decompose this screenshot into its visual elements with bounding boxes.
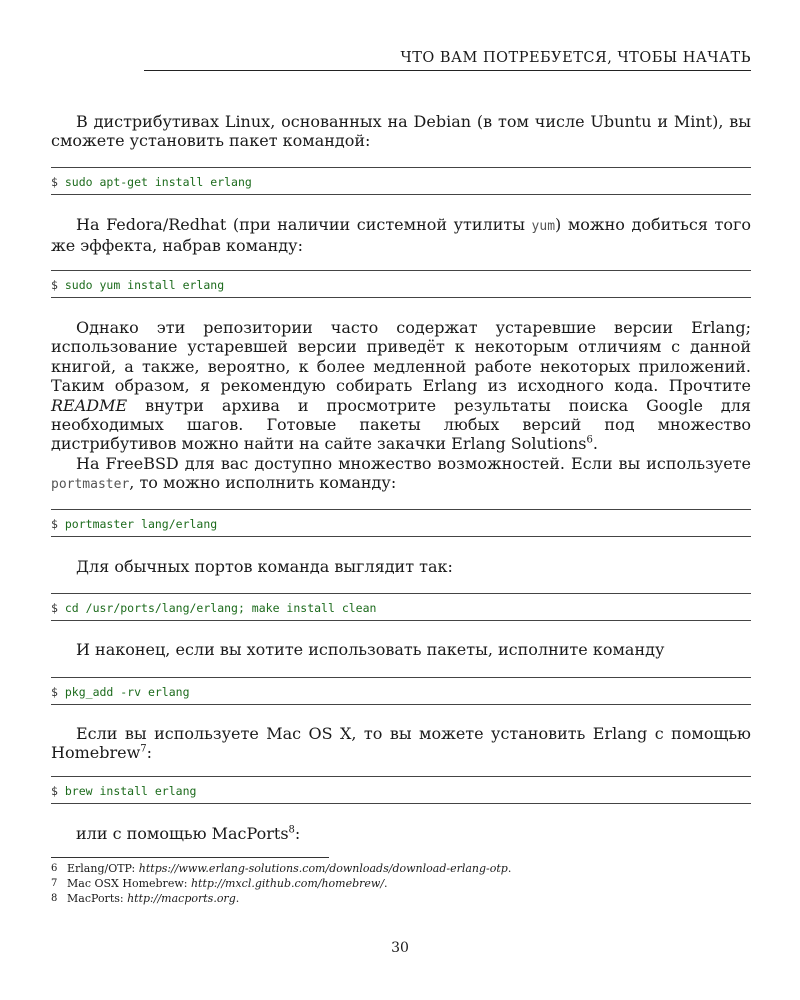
footnote-end: . [507,862,512,875]
footnote-end: . [384,877,388,890]
footnote-label: MacPorts: [67,892,128,905]
paragraph-fedora [51,215,751,256]
footnote-divider [51,857,329,858]
footnote-label: Mac OSX Homebrew: [67,877,191,890]
footnote-6 [51,862,751,876]
paragraph-text: Для обычных портов команда выглядит так: [76,557,453,576]
paragraph-macos [51,724,751,763]
paragraph-macports [51,824,751,843]
footnote-link[interactable]: http://macports.org [127,892,236,905]
code-command: brew install erlang [64,784,197,798]
paragraph-packages [51,640,751,659]
running-header-title: ЧТО ВАМ ПОТРЕБУЕТСЯ, ЧТОБЫ НАЧАТЬ [400,50,751,66]
shell-prompt: $ [51,601,58,615]
code-block-apt-get [51,167,751,195]
code-block-portmaster [51,509,751,537]
readme-emphasis: README [51,395,128,415]
shell-prompt: $ [51,175,58,189]
footnote-end: . [235,892,240,905]
paragraph-text: : [294,824,301,843]
shell-prompt: $ [51,278,58,292]
running-header [144,48,751,71]
footnote-8 [51,892,751,906]
code-block-make-install [51,593,751,621]
paragraph-text: : [146,743,153,763]
footnote-ref-8[interactable]: 8 [288,824,295,836]
paragraph-text: внутри архива и просмотрите результаты поиска Google для необходимых шагов. Готовые пакеты любых версий под множество дистрибутивов можно найти на сайте закачки Erlang Solutions [51,395,751,454]
paragraph-text: или с помощью MacPorts [76,824,289,843]
shell-prompt: $ [51,517,58,531]
paragraph-text: Однако эти репозитории часто содержат устаревшие версии Erlang; использование устаревшей версии приведёт к некоторым отличиям с данной книгой, а также, вероятно, к более медленной работе некоторых приложений. Таким образом, я рекомендую собирать Erlang из исходного кода. Прочтите [51,318,751,396]
code-command: pkg_add -rv erlang [64,685,190,699]
shell-prompt: $ [51,685,58,699]
paragraph-text: Если вы используете Mac OS X, то вы можете установить Erlang с помощью Homebrew [51,724,751,763]
code-block-yum [51,270,751,298]
footnote-ref-6[interactable]: 6 [586,435,593,447]
paragraph-text: ) можно добиться того же эффекта, набрав команду: [51,215,751,256]
shell-prompt: $ [51,784,58,798]
code-command: portmaster lang/erlang [64,517,218,531]
code-block-pkg-add [51,677,751,705]
paragraph-text: . [592,434,598,454]
code-command: sudo yum install erlang [64,278,225,292]
paragraph-repositories [51,318,751,454]
footnote-label: Erlang/OTP: [67,862,139,875]
footnote-7 [51,877,751,891]
footnote-number: 8 [51,893,58,904]
inline-code-portmaster: portmaster [51,477,130,493]
code-command: sudo apt-get install erlang [64,175,252,189]
paragraph-text: , то можно исполнить команду: [129,473,397,493]
page-number: 30 [391,940,409,956]
inline-code-yum: yum [531,219,556,234]
paragraph-text: На Fedora/Redhat (при наличии системной утилиты [76,215,532,234]
paragraph-debian [51,112,751,151]
footnote-number: 7 [51,878,58,889]
code-block-brew [51,776,751,804]
footnote-link[interactable]: http://mxcl.github.com/homebrew/ [190,877,385,890]
code-command: cd /usr/ports/lang/erlang; make install clean [64,601,377,615]
paragraph-text: На FreeBSD для вас доступно множество возможностей. Если вы используете [76,454,751,473]
footnote-number: 6 [51,863,58,874]
paragraph-freebsd [51,454,751,495]
paragraph-text: И наконец, если вы хотите использовать пакеты, исполните команду [76,640,665,659]
footnote-link[interactable]: https://www.erlang-solutions.com/downloads/download-erlang-otp [138,862,508,875]
paragraph-text: В дистрибутивах Linux, основанных на Debian (в том числе Ubuntu и Mint), вы сможете установить пакет командой: [51,112,751,151]
footnote-ref-7[interactable]: 7 [140,744,147,756]
paragraph-ports [51,557,751,576]
